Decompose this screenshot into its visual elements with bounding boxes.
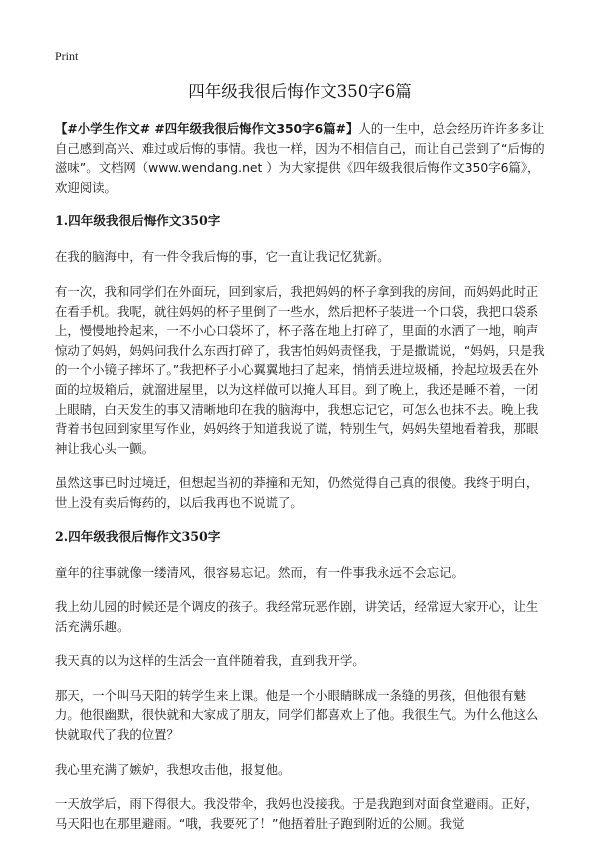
paragraph: 童年的往事就像一缕清风，很容易忘记。然而，有一件事我永远不会忘记。 <box>55 564 464 580</box>
paragraph: 在我的脑海中，有一件令我后悔的事，它一直让我记忆犹新。 <box>55 249 390 265</box>
paragraph: 我天真的以为这样的生活会一直伴随着我，直到我开学。 <box>55 653 365 669</box>
paragraph: 一天放学后，雨下得很大。我没带伞，我妈也没接我。于是我跑到对面食堂避雨。正好，马天阳也在那里避雨。“哦，我要死了！”他捂着肚子跑到附近的公厕。我觉 <box>55 796 539 831</box>
paragraph: 虽然这事已时过境迁，但想起当初的莽撞和无知，仍然觉得自己真的很傻。我终于明白，世上没有卖后悔药的，以后我再也不说谎了。 <box>55 475 539 510</box>
paragraph: 我心里充满了嫉妒，我想攻击他，报复他。 <box>55 761 291 777</box>
intro-paragraph <box>55 119 550 197</box>
section-heading: 1.四年级我很后悔作文350字 <box>55 213 221 229</box>
paragraph: 那天，一个叫马天阳的转学生来上课。他是一个小眼睛眯成一条缝的男孩，但他很有魅力。他很幽默，很快就和大家成了朋友，同学们都喜欢上了他。我很生气。为什么他这么快就取代了我的位置？ <box>55 687 539 743</box>
paragraph: 我上幼儿园的时候还是个调皮的孩子。我经常玩恶作剧，讲笑话，经常逗大家开心，让生活充满乐趣。 <box>55 599 539 634</box>
section-heading: 2.四年级我很后悔作文350字 <box>55 528 221 544</box>
intro-tags: 【#小学生作文# #四年级我很后悔作文350字6篇#】 <box>55 121 359 136</box>
paragraph: 有一次，我和同学们在外面玩，回到家后，我把妈妈的杯子拿到我的房间，而妈妈此时正在看手机。我呢，就往妈妈的杯子里倒了一些水，然后把杯子装进一个口袋，我把口袋系上，慢慢地拎起来，一不小心口袋坏了，杯子落在地上打碎了，里面的水洒了一地，响声惊动了妈妈，妈妈问我什么东西打碎了，我害怕妈妈责怪我，于是撒谎说，“妈妈，只是我的一个小镜子摔坏了。”我把杯子小心翼翼地扫了起来，悄悄丢进垃圾桶，拎起垃圾丢在外面的垃圾箱后，就溜进屋里，以为这样做可以掩人耳目。到了晚上，我还是睡不着，一闭上眼睛，白天发生的事又清晰地印在我的脑海中，我想忘记它，可怎么也抹不去。晚上我背着书包回到家里写作业，妈妈终于知道我说了谎，特别生气，妈妈失望地看着我，那眼神让我心头一颤。 <box>55 283 545 456</box>
intro-text: 人的一生中，总会经历许许多多让自己感到高兴、难过或后悔的事情。我也一样，因为不相信自己，而让自己尝到了“后悔的滋味”。文档网（www.wendang.net ）为大家提供《四年级我很后悔作文350字6篇》，欢迎阅读。 <box>55 121 545 195</box>
print-link[interactable]: Print <box>55 49 79 63</box>
page-title: 四年级我很后悔作文350字6篇 <box>188 82 412 101</box>
article-body <box>55 119 550 848</box>
